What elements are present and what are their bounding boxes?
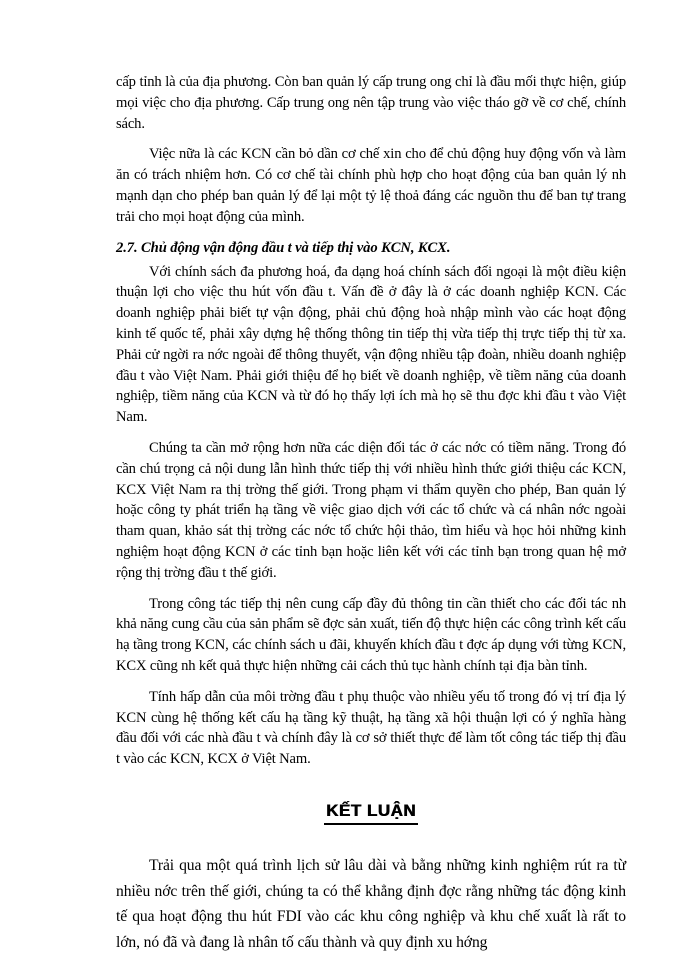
conclusion-heading-text: KẾT LUẬN bbox=[324, 800, 418, 825]
body-paragraph: Việc nữa là các KCN cần bỏ dần cơ chế xin cho để chủ động huy động vốn và làm ăn có trách nhiệm hơn. Có cơ chế tài chính phù hợp cho hoạt động của ban quản lý nh mạnh dạn cho phép ban quản lý để lại một tỷ lệ thoả đáng các nguồn thu để ban tự trang trải cho mọi hoạt động của mình. bbox=[116, 146, 626, 225]
conclusion-heading bbox=[116, 800, 626, 825]
body-paragraph: Trong công tác tiếp thị nên cung cấp đầy đủ thông tin cần thiết cho các đối tác nh khả năng cung cầu của sản phẩm sẽ đợc sản xuất, tiến độ thực hiện các công trình kết cấu hạ tầng trong KCN, các chính sách u đãi, khuyến khích đầu t đợc áp dụng với từng KCN, KCX cũng nh kết quả thực hiện những cải cách thủ tục hành chính tại địa bàn tỉnh. bbox=[116, 595, 626, 674]
conclusion-paragraph: Trải qua một quá trình lịch sử lâu dài và bằng những kinh nghiệm rút ra từ nhiều nớc trên thế giới, chúng ta có thể khẳng định đợc rằng những tác động kinh tế qua hoạt động thu hút FDI vào các khu công nghiệp và khu chế xuất là rất to lớn, nó đã và đang là nhân tố cấu thành và quy định xu hớng bbox=[116, 856, 626, 951]
body-paragraph: Chúng ta cần mở rộng hơn nữa các diện đối tác ở các nớc có tiềm năng. Trong đó cần chú trọng cả nội dung lẫn hình thức tiếp thị với nhiều hình thức giới thiệu các KCN, KCX Việt Nam ra thị trờng thế giới. Trong phạm vi thẩm quyền cho phép, Ban quản lý hoặc công ty phát triển hạ tầng về việc giao dịch với các tổ chức và cá nhân nớc ngoài tham quan, khảo sát thị trờng các nớc tổ chức hội thảo, tìm hiểu và học hỏi những kinh nghiệm hoạt động KCN ở các tỉnh bạn hoặc liên kết với các tỉnh bạn trong quan hệ mở rộng thị trờng đầu t thế giới. bbox=[116, 439, 626, 581]
body-paragraph: cấp tỉnh là của địa phương. Còn ban quản lý cấp trung ong chỉ là đầu mối thực hiện, giúp mọi việc cho địa phương. Cấp trung ong nên tập trung vào việc tháo gỡ về cơ chế, chính sách. bbox=[116, 74, 626, 132]
section-heading: 2.7. Chủ động vận động đầu t và tiếp thị vào KCN, KCX. bbox=[116, 239, 451, 256]
document-page bbox=[116, 72, 626, 965]
body-paragraph: Với chính sách đa phương hoá, đa dạng hoá chính sách đối ngoại là một điều kiện thuận lợi cho việc thu hút vốn đầu t. Vấn đề ở đây là ở các doanh nghiệp KCN. Các doanh nghiệp phải biết tự vận động, phải chủ động hoà nhập mình vào các hoạt động kinh tế quốc tế, phải xây dựng hệ thống thông tin tiếp thị vừa tiếp thị trực tiếp thị từ xa. Phải cử ngời ra nớc ngoài để thông thuyết, vận động nhiều tập đoàn, nhiều doanh nghiệp đầu t vào Việt Nam. Phải giới thiệu để họ biết về doanh nghiệp, về tiềm năng của doanh nghiệp, tiềm năng của KCN và từ đó họ thấy lợi ích mà họ sẽ thu đợc khi đầu t vào Việt Nam. bbox=[116, 263, 626, 426]
body-paragraph: Tính hấp dẫn của môi trờng đầu t phụ thuộc vào nhiều yếu tố trong đó vị trí địa lý KCN cùng hệ thống kết cấu hạ tầng kỹ thuật, hạ tầng xã hội thuận lợi có ý nghĩa hàng đầu đối với các nhà đầu t và chính đây là cơ sở thiết thực để làm tốt công tác tiếp thị đầu t vào các KCN, KCX ở Việt Nam. bbox=[116, 688, 626, 768]
